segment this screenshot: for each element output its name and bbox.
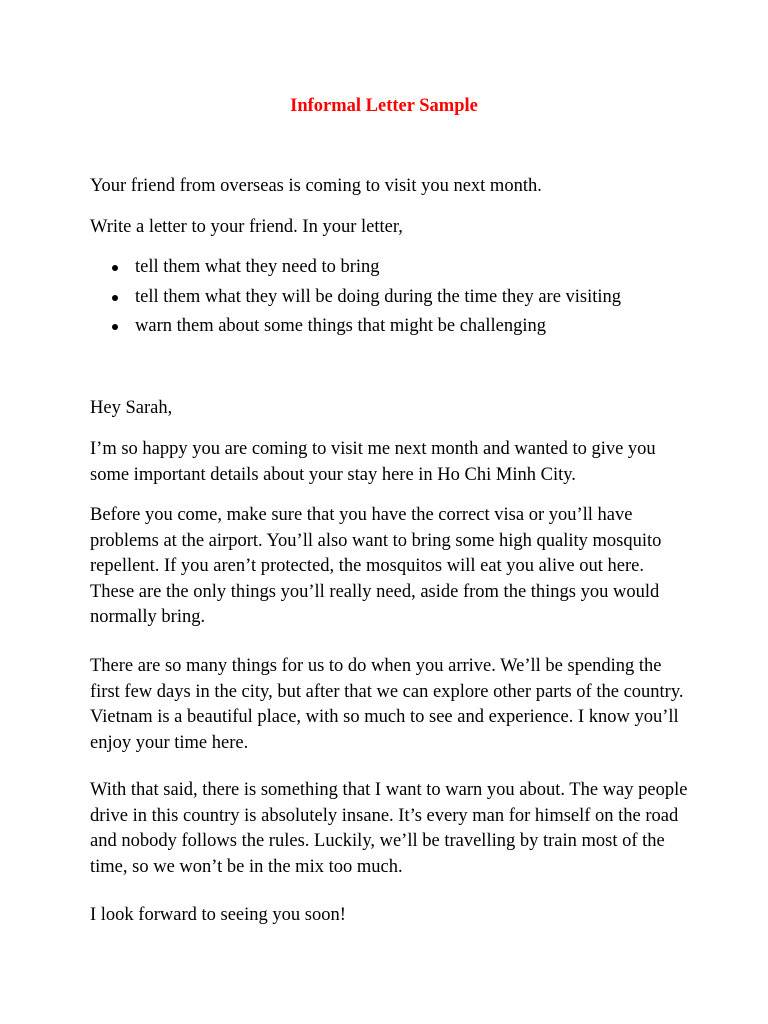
bullet-icon bbox=[112, 295, 118, 301]
letter-paragraph: Before you come, make sure that you have the correct visa or you’ll have problems at the airport. You’ll also want to bring some high quality mosquito repellent. If you aren’t protected, the mosquitos will eat you alive out here. These are the only things you’ll really need, aside from the things you would normally bring. bbox=[90, 505, 662, 627]
bullet-text: warn them about some things that might be challenging bbox=[135, 316, 547, 336]
prompt-bullet-list bbox=[90, 255, 710, 344]
bullet-item bbox=[90, 255, 710, 285]
bullet-icon bbox=[112, 265, 118, 271]
prompt-line: Your friend from overseas is coming to visit you next month. bbox=[90, 176, 542, 196]
bullet-text: tell them what they need to bring bbox=[135, 257, 380, 277]
bullet-text: tell them what they will be doing during the time they are visiting bbox=[135, 286, 622, 307]
bullet-item bbox=[90, 314, 710, 344]
letter-paragraph: With that said, there is something that I want to warn you about. The way people drive in this country is absolutely insane. It’s every man for himself on the road and nobody follows the rules. Luckily, we’ll be travelling by train most of the time, so we won’t be in the mix too much. bbox=[90, 780, 688, 877]
letter-paragraph: There are so many things for us to do when you arrive. We’ll be spending the first few days in the city, but after that we can explore other parts of the country. Vietnam is a beautiful place, with so much to see and experience. I know you’ll enjoy your time here. bbox=[90, 656, 684, 753]
bullet-icon bbox=[112, 324, 118, 330]
letter-greeting: Hey Sarah, bbox=[90, 398, 173, 418]
letter-closing: I look forward to seeing you soon! bbox=[90, 905, 346, 925]
letter-paragraph: I’m so happy you are coming to visit me next month and wanted to give you some important details about your stay here in Ho Chi Minh City. bbox=[90, 439, 656, 485]
prompt-line: Write a letter to your friend. In your letter, bbox=[90, 217, 403, 237]
document-title: Informal Letter Sample bbox=[290, 96, 478, 116]
bullet-item bbox=[90, 285, 710, 315]
